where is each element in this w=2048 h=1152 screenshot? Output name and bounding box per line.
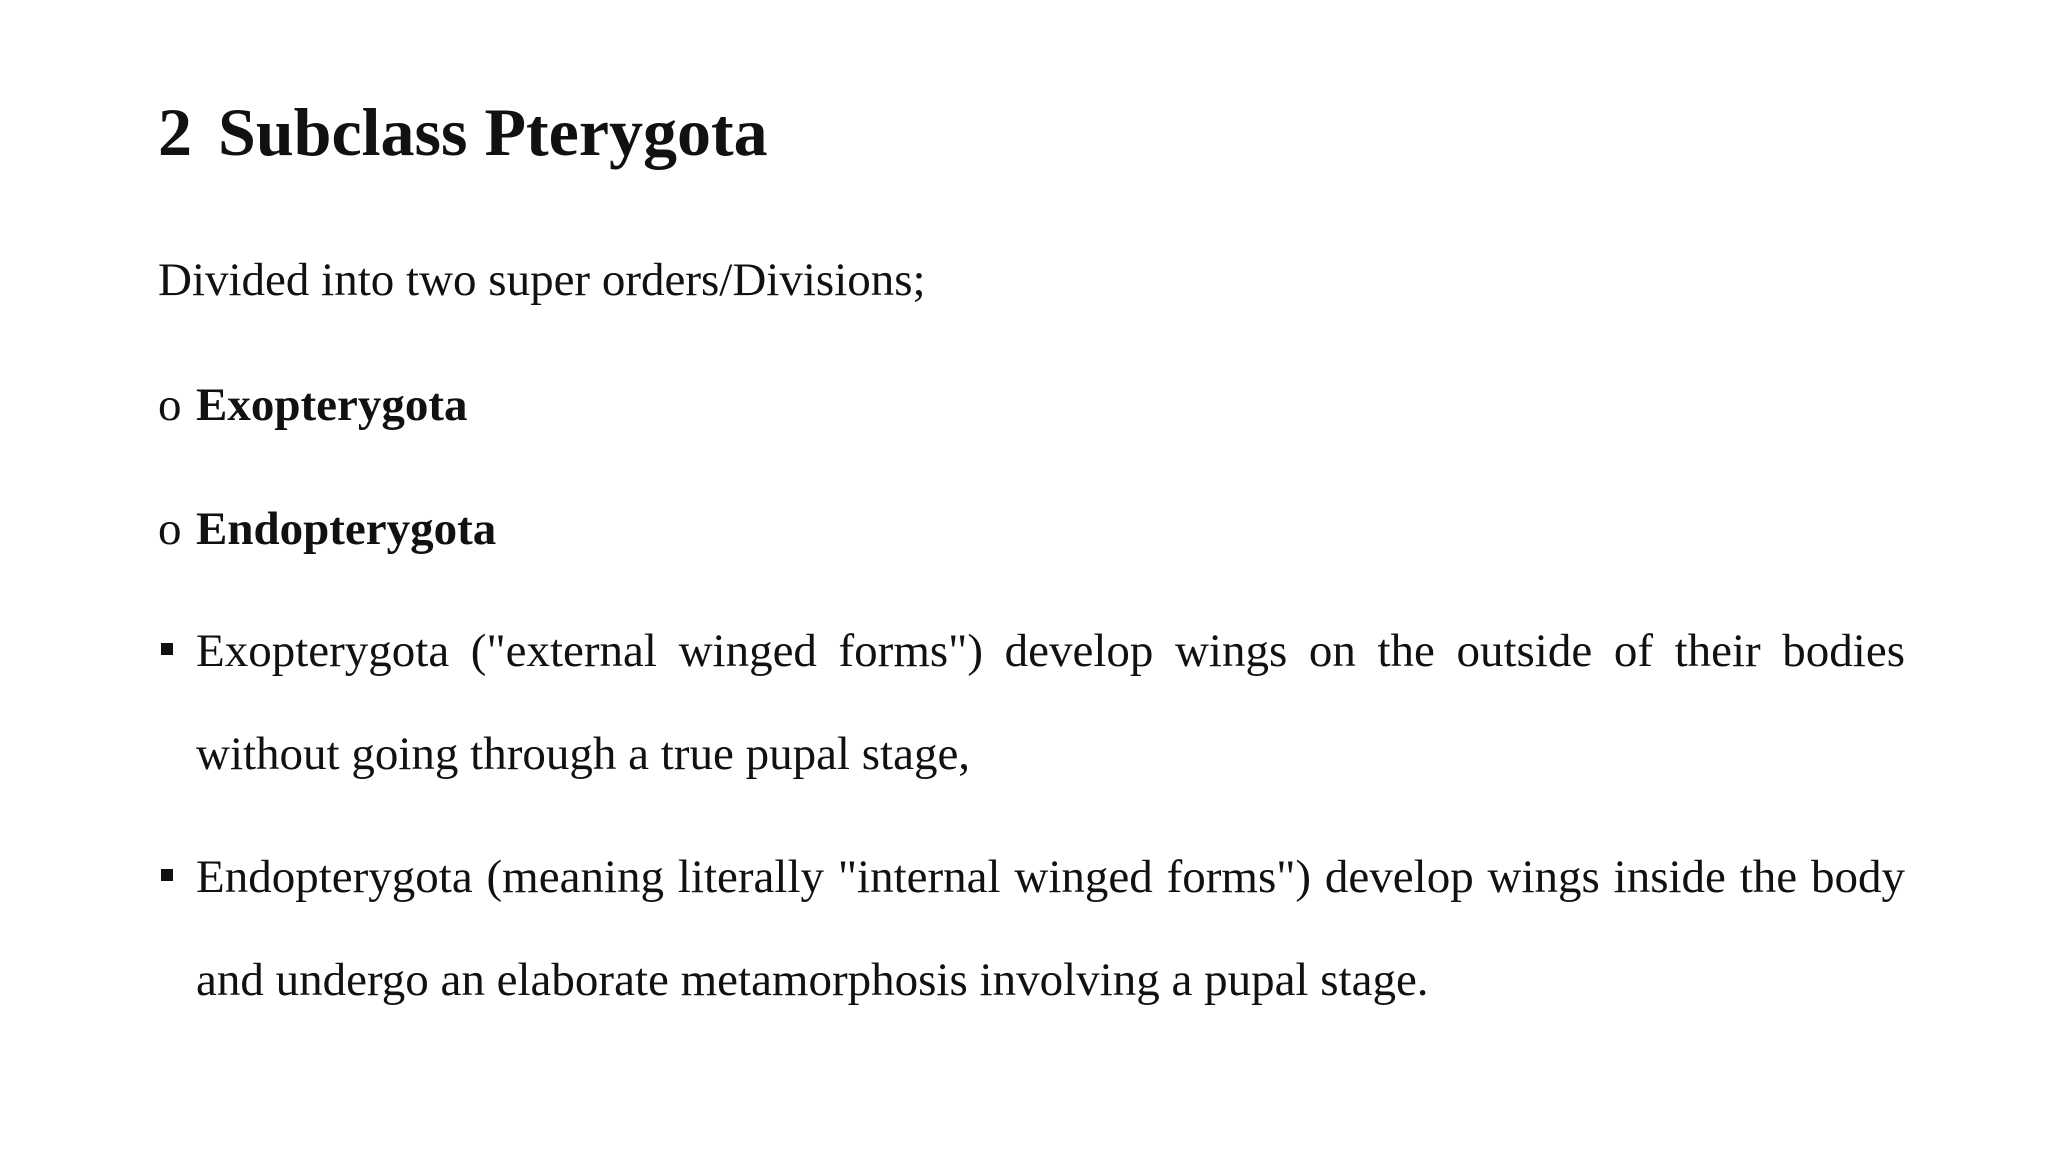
sub-item-label: Exopterygota [196, 379, 468, 431]
sub-item-exopterygota [158, 377, 468, 433]
sub-item-label: Endopterygota [196, 503, 497, 555]
slide-heading [158, 92, 768, 174]
circle-bullet-icon: o [158, 379, 182, 431]
intro-text: Divided into two super orders/Divisions; [158, 254, 926, 306]
bullet-exopterygota [158, 600, 1905, 806]
square-bullet-icon [161, 643, 173, 655]
heading-number: 2 [158, 94, 192, 170]
heading-title: Subclass Pterygota [218, 94, 768, 170]
bullet-text: Endopterygota (meaning literally "internal winged forms") develop wings inside the body and undergo an elaborate metamorphosis involving a pupal stage. [196, 851, 1905, 1006]
bullet-endopterygota [158, 826, 1905, 1032]
bullet-text: Exopterygota ("external winged forms") develop wings on the outside of their bodies without going through a true pupal stage, [196, 625, 1905, 780]
square-bullet-icon [161, 869, 173, 881]
circle-bullet-icon: o [158, 503, 182, 555]
sub-item-endopterygota [158, 501, 496, 557]
